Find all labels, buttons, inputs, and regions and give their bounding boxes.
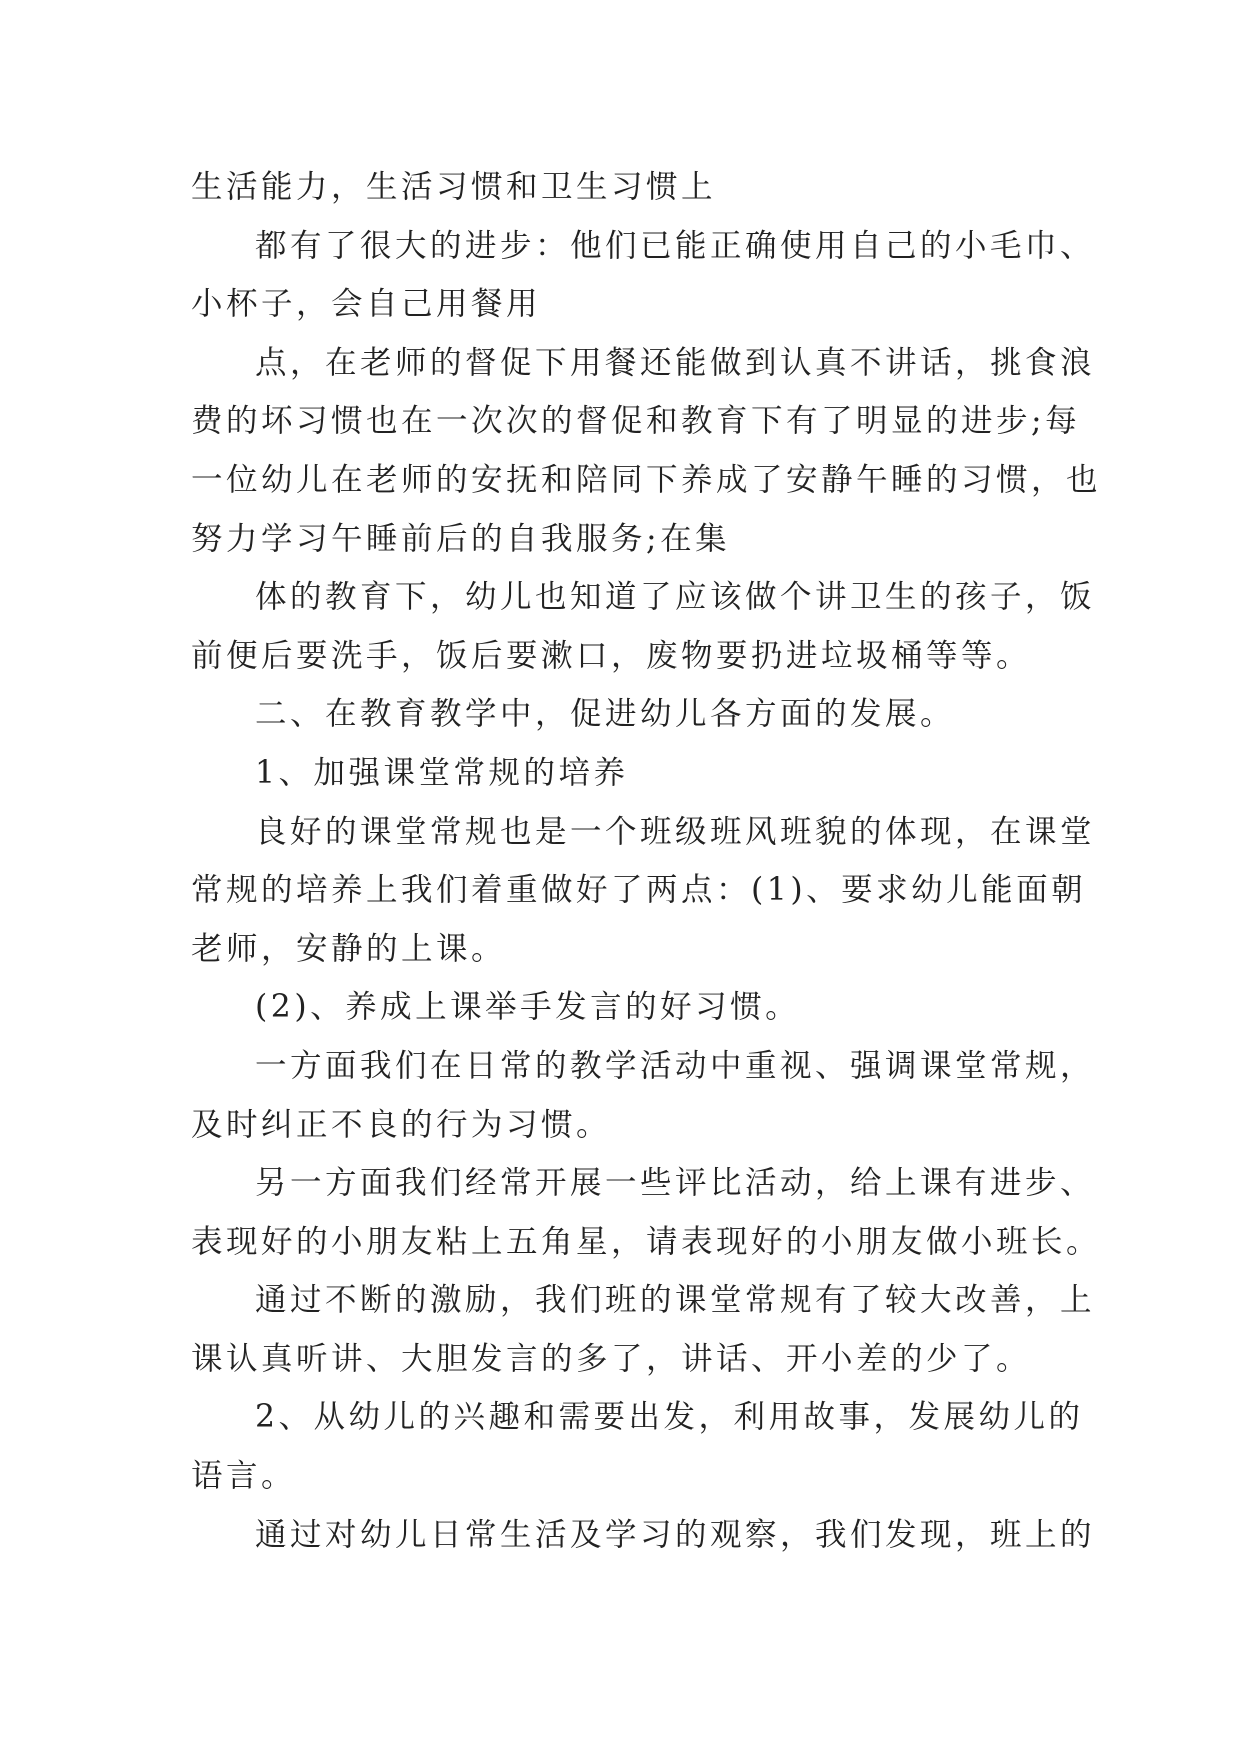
text-line: 通过不断的激励，我们班的课堂常规有了较大改善，上 (255, 1282, 1096, 1319)
text-line: 努力学习午睡前后的自我服务;在集 (191, 520, 731, 557)
text-line: 老师，安静的上课。 (191, 930, 507, 967)
subsection-heading: 1、加强课堂常规的培养 (255, 754, 629, 791)
document-body (191, 158, 1102, 1564)
text-line: 费的坏习惯也在一次次的督促和教育下有了明显的进步;每 (191, 403, 1081, 440)
text-line: 及时纠正不良的行为习惯。 (191, 1106, 612, 1143)
text-line: 生活能力，生活习惯和卫生习惯上 (191, 169, 717, 205)
text-line: (2)、养成上课举手发言的好习惯。 (255, 989, 801, 1026)
text-line: 良好的课堂常规也是一个班级班风班貌的体现，在课堂 (255, 813, 1096, 850)
text-line: 通过对幼儿日常生活及学习的观察，我们发现，班上的 (255, 1516, 1096, 1553)
section-heading: 二、在教育教学中，促进幼儿各方面的发展。 (255, 696, 956, 733)
text-line: 体的教育下，幼儿也知道了应该做个讲卫生的孩子，饭 (255, 579, 1096, 616)
text-line: 小杯子，会自己用餐用 (191, 286, 542, 323)
text-line: 常规的培养上我们着重做好了两点：(1)、要求幼儿能面朝 (191, 872, 1087, 909)
text-line: 表现好的小朋友粘上五角星，请表现好的小朋友做小班长。 (191, 1223, 1102, 1260)
text-line: 都有了很大的进步：他们已能正确使用自己的小毛巾、 (255, 227, 1096, 264)
subsection-heading: 2、从幼儿的兴趣和需要出发，利用故事，发展幼儿的 (255, 1399, 1084, 1436)
text-line: 前便后要洗手，饭后要漱口，废物要扔进垃圾桶等等。 (191, 637, 1032, 674)
text-line: 点，在老师的督促下用餐还能做到认真不讲话，挑食浪 (255, 344, 1096, 381)
text-line: 课认真听讲、大胆发言的多了，讲话、开小差的少了。 (191, 1340, 1032, 1377)
text-line: 另一方面我们经常开展一些评比活动，给上课有进步、 (255, 1165, 1096, 1202)
text-line: 语言。 (191, 1458, 297, 1495)
text-line: 一位幼儿在老师的安抚和陪同下养成了安静午睡的习惯，也 (191, 461, 1102, 498)
text-line: 一方面我们在日常的教学活动中重视、强调课堂常规， (255, 1047, 1096, 1084)
